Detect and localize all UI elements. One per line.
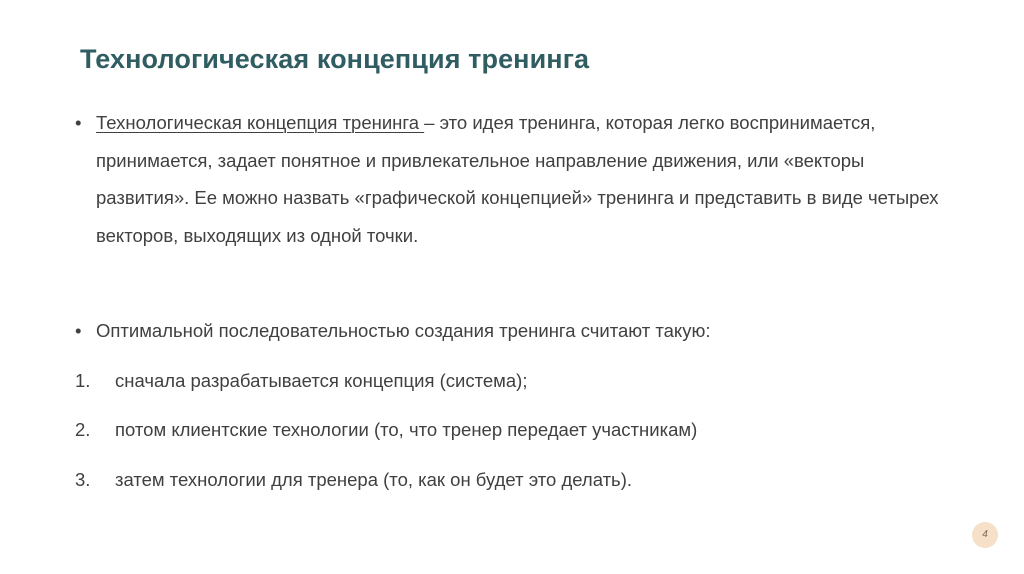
bullet-sequence: [72, 312, 952, 350]
bullet-definition: [72, 104, 952, 254]
page-number-badge: 4: [972, 522, 998, 548]
list-item: [72, 411, 952, 449]
bullet-marker: •: [75, 320, 82, 341]
step-number: 1.: [75, 369, 91, 391]
step-text: сначала разрабатывается концепция (система);: [115, 369, 528, 391]
slide-title: Технологическая концепция тренинга: [80, 44, 590, 74]
slide-content: [72, 104, 952, 498]
bullet-marker: •: [75, 112, 82, 133]
sequence-intro-text: Оптимальной последовательностью создания тренинга считают такую:: [96, 320, 711, 341]
step-text: потом клиентские технологии (то, что тренер передает участникам): [115, 419, 698, 440]
step-number: 3.: [75, 468, 91, 490]
list-item: [72, 461, 952, 499]
definition-term: Технологическая концепция тренинга: [96, 112, 425, 133]
step-number: 2.: [75, 419, 91, 440]
step-text: затем технологии для тренера (то, как он будет это делать).: [115, 468, 632, 490]
definition-text: – это идея тренинга, которая легко воспринимается, принимается, задает понятное и привлекательное направление движения, или «векторы развития». Ее можно назвать «графической концепцией» тренинга и представить в виде четырех векторов, выходящих из одной точки.: [96, 112, 939, 246]
spacer: [72, 254, 952, 312]
list-item: [72, 362, 952, 400]
